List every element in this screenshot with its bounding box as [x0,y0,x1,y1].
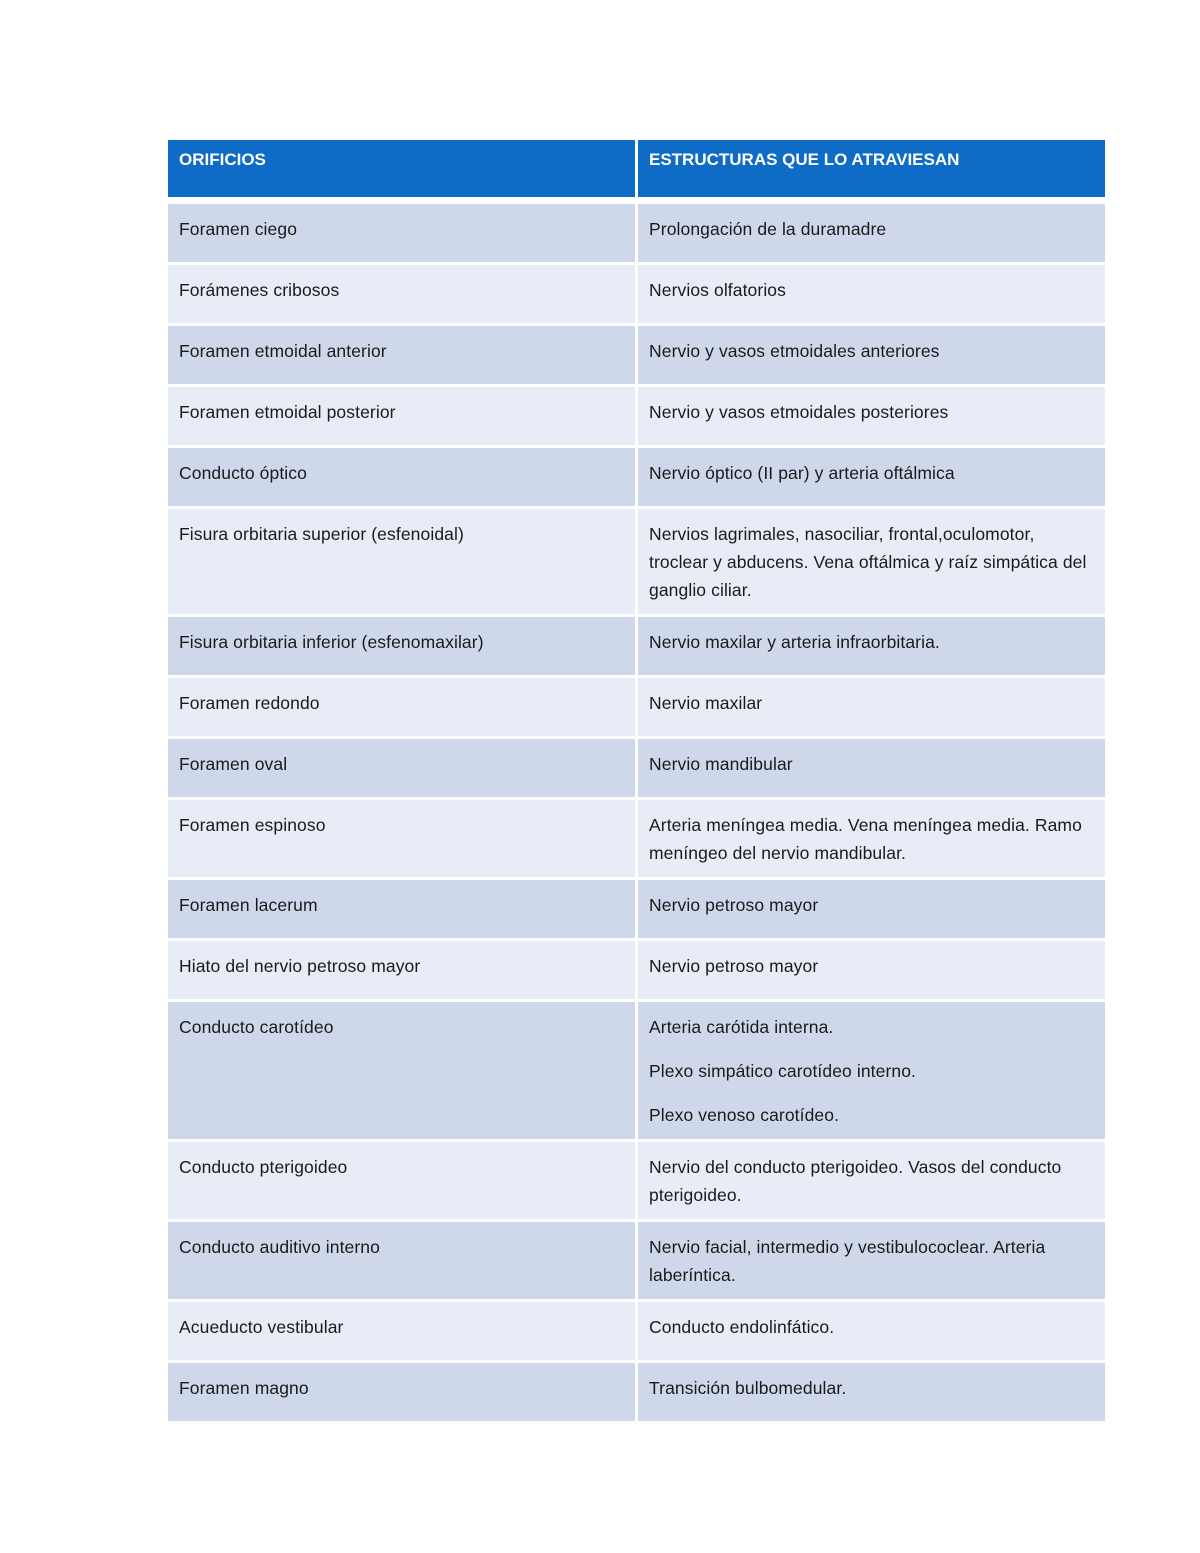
estructuras-cell [638,509,1105,614]
estructuras-cell [638,880,1105,938]
orificio-cell: Foramen etmoidal anterior [168,326,635,384]
table-row [168,204,1105,262]
estructuras-cell [638,387,1105,445]
estructura-paragraph: Nervio petroso mayor [649,895,819,915]
table-row [168,1302,1105,1360]
orificio-cell: Foramen lacerum [168,880,635,938]
table-row [168,1363,1105,1421]
estructuras-cell [638,326,1105,384]
table-row [168,509,1105,614]
estructura-paragraph: Nervio y vasos etmoidales anteriores [649,341,940,361]
table-header [168,140,1105,201]
estructura-paragraph: Nervio mandibular [649,754,793,774]
orificio-cell: Foramen magno [168,1363,635,1421]
orificio-cell: Conducto auditivo interno [168,1222,635,1299]
estructura-paragraph: Nervio y vasos etmoidales posteriores [649,402,949,422]
estructuras-cell [638,1363,1105,1421]
table-row [168,1142,1105,1219]
orificio-cell: Foramen redondo [168,678,635,736]
table-row [168,880,1105,938]
orificio-cell: Conducto pterigoideo [168,1142,635,1219]
table-row [168,387,1105,445]
estructura-paragraph: Nervios olfatorios [649,280,786,300]
estructura-paragraph: Prolongación de la duramadre [649,219,887,239]
foramina-table [165,137,1108,1424]
table-row [168,265,1105,323]
table-row [168,941,1105,999]
estructuras-cell [638,448,1105,506]
orificio-cell: Acueducto vestibular [168,1302,635,1360]
orificio-cell: Forámenes cribosos [168,265,635,323]
estructura-paragraph: Arteria meníngea media. Vena meníngea media. Ramo meníngeo del nervio mandibular. [649,815,1082,863]
orificio-cell: Hiato del nervio petroso mayor [168,941,635,999]
orificio-cell: Conducto carotídeo [168,1002,635,1139]
estructuras-cell [638,265,1105,323]
header-orificios: ORIFICIOS [168,140,635,201]
table-row [168,326,1105,384]
header-estructuras: ESTRUCTURAS QUE LO ATRAVIESAN [638,140,1105,201]
estructuras-cell [638,204,1105,262]
estructuras-cell [638,1002,1105,1139]
estructura-paragraph: Nervio maxilar [649,693,763,713]
estructuras-cell [638,941,1105,999]
estructura-paragraph: Transición bulbomedular. [649,1378,847,1398]
estructura-paragraph: Plexo venoso carotídeo. [649,1105,840,1125]
estructura-paragraph: Conducto endolinfático. [649,1317,835,1337]
table-row [168,1002,1105,1139]
estructura-paragraph: Plexo simpático carotídeo interno. [649,1061,917,1081]
orificio-cell: Foramen ciego [168,204,635,262]
estructuras-cell [638,1302,1105,1360]
estructura-paragraph: Nervio facial, intermedio y vestibulococlear. Arteria laberíntica. [649,1237,1046,1285]
estructura-paragraph: Nervio óptico (II par) y arteria oftálmica [649,463,955,483]
orificio-cell: Fisura orbitaria inferior (esfenomaxilar) [168,617,635,675]
table-row [168,448,1105,506]
table-row [168,739,1105,797]
estructuras-cell [638,617,1105,675]
table-row [168,678,1105,736]
orificio-cell: Foramen espinoso [168,800,635,877]
orificio-cell: Foramen etmoidal posterior [168,387,635,445]
estructuras-cell [638,1142,1105,1219]
table-row [168,800,1105,877]
estructura-paragraph: Nervios lagrimales, nasociliar, frontal,oculomotor, troclear y abducens. Vena oftálmica y raíz simpática del ganglio ciliar. [649,524,1087,600]
estructura-paragraph: Nervio del conducto pterigoideo. Vasos del conducto pterigoideo. [649,1157,1062,1205]
estructura-paragraph: Arteria carótida interna. [649,1017,834,1037]
estructuras-cell [638,1222,1105,1299]
orificio-cell: Foramen oval [168,739,635,797]
estructuras-cell [638,739,1105,797]
estructuras-cell [638,800,1105,877]
table-body [168,204,1105,1421]
estructura-paragraph: Nervio petroso mayor [649,956,819,976]
table-row [168,1222,1105,1299]
orificio-cell: Fisura orbitaria superior (esfenoidal) [168,509,635,614]
estructura-paragraph: Nervio maxilar y arteria infraorbitaria. [649,632,940,652]
header-row [168,140,1105,201]
table-row [168,617,1105,675]
orificio-cell: Conducto óptico [168,448,635,506]
estructuras-cell [638,678,1105,736]
